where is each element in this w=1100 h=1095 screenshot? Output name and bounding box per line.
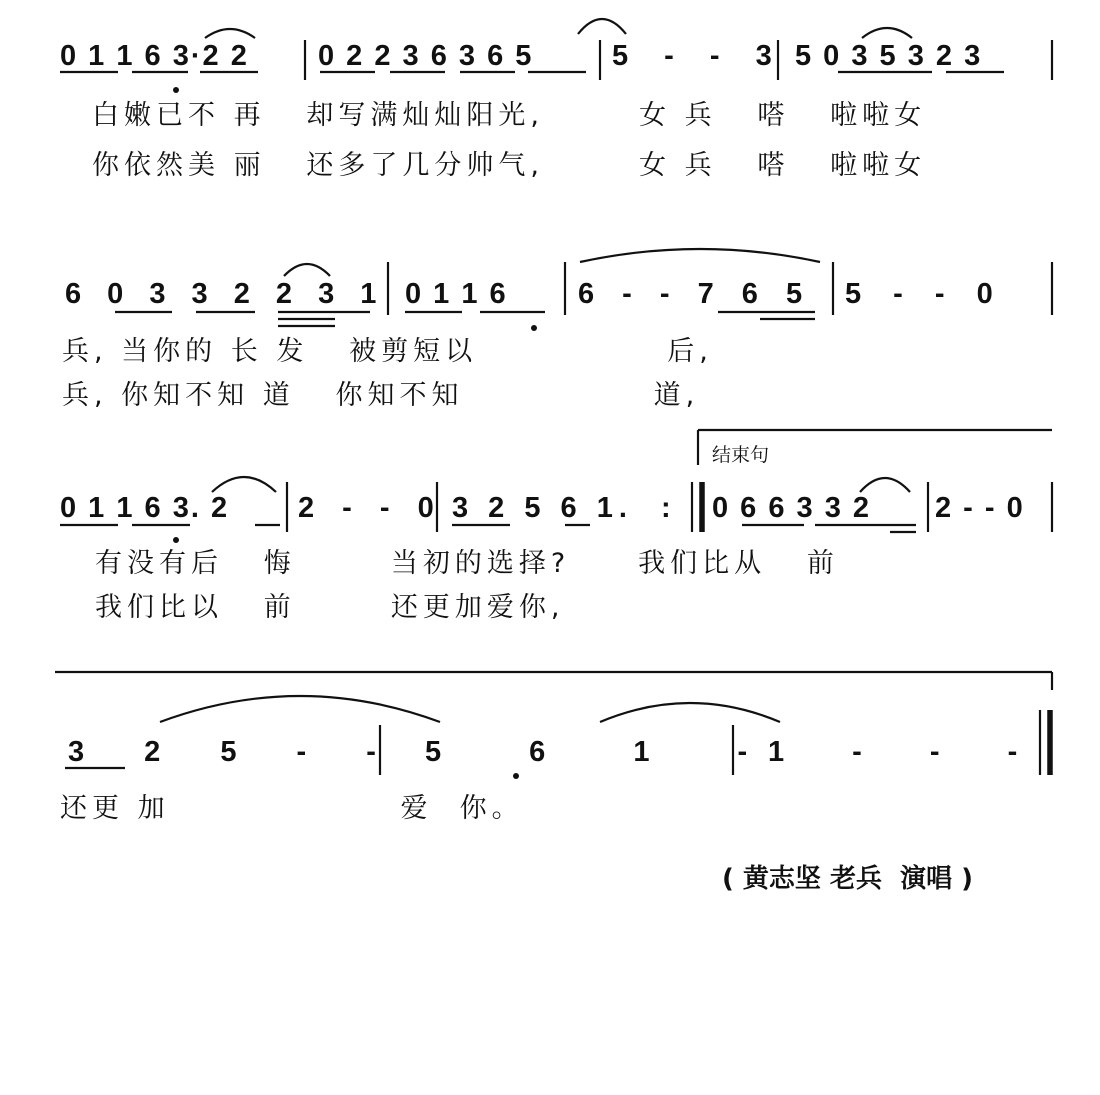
measure-notes: 5 - - 0 — [845, 278, 1005, 310]
lyric-line: 兵, 当你的 长 发 被剪短以 后, — [62, 336, 713, 367]
measure-notes: 0 6 6 3 3 2 — [712, 492, 872, 524]
octave-dot — [513, 773, 519, 779]
performer-credit: ( 黄志坚 老兵 演唱 ) — [722, 864, 974, 894]
volta-label: 结束句 — [712, 444, 770, 466]
slur — [862, 28, 912, 38]
measure-notes: 5 - - 3 — [612, 40, 786, 72]
lyric-line: 兵, 你知不知 道 你知不知 道, — [62, 380, 700, 411]
slur — [578, 19, 626, 34]
lyric-line: 我们比以 前 还更加爱你, — [95, 592, 565, 623]
slur — [860, 478, 910, 492]
measure-notes: 0 1 1 6 3·2 2 — [60, 40, 249, 72]
octave-dot — [173, 537, 179, 543]
measure-notes: 2 - - 0 — [935, 492, 1025, 524]
slur — [600, 703, 780, 722]
measure-notes: 0 1 1 6 — [405, 278, 508, 310]
measure-notes: 1 - - - — [768, 736, 1048, 768]
slur — [205, 29, 255, 38]
measure-notes: 0 2 2 3 6 3 6 5 — [318, 40, 534, 72]
lyric-line: 还更 加 爱 你。 — [60, 793, 524, 824]
lyric-line: 有没有后 悔 当初的选择? 我们比从 前 — [95, 548, 839, 579]
measure-notes: 3 2 5 - - — [68, 736, 402, 768]
octave-dot — [173, 87, 179, 93]
measure-notes: 0 1 1 6 3. 2 — [60, 492, 230, 524]
slur — [284, 264, 330, 276]
measure-notes: 2 - - 0 — [298, 492, 444, 524]
measure-notes: 3 2 5 6 1. : — [452, 492, 677, 524]
measure-notes: 6 - - 7 6 5 — [578, 278, 813, 310]
measure-notes: 5 6 1 - — [425, 736, 788, 768]
measure-notes: 5 0 3 5 3 2 3 — [795, 40, 983, 72]
measure-notes: 6 0 3 3 2 2 3 1 — [65, 278, 386, 310]
slur — [212, 477, 276, 492]
lyric-line: 白嫩已不 再 却写满灿灿阳光, 女 兵 嗒 啦啦女 — [92, 100, 927, 131]
octave-dot — [531, 325, 537, 331]
slur — [580, 249, 820, 262]
lyric-line: 你依然美 丽 还多了几分帅气, 女 兵 嗒 啦啦女 — [92, 150, 927, 181]
slur — [160, 696, 440, 722]
